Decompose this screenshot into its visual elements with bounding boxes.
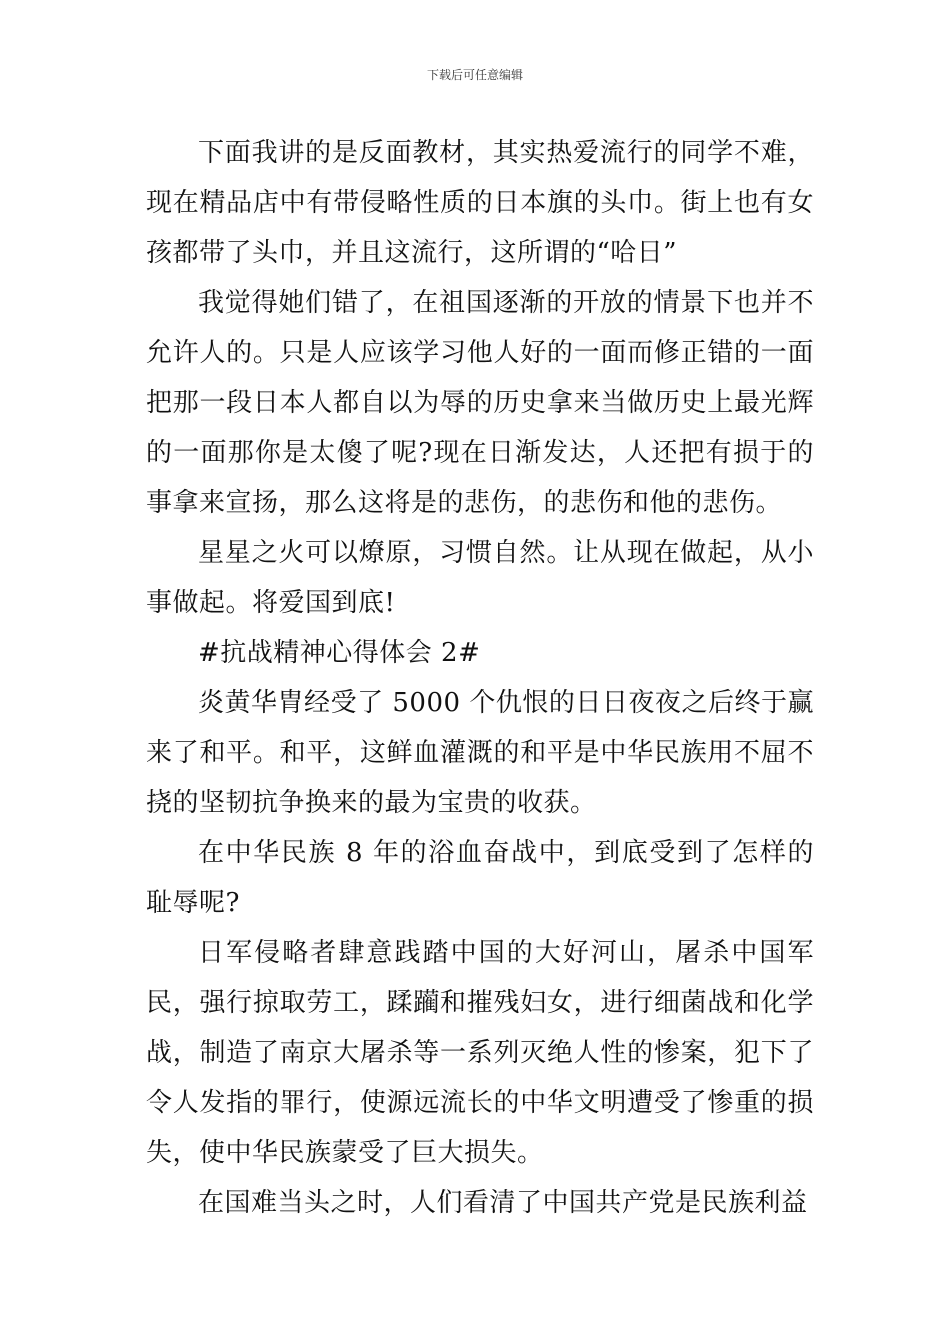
paragraph-3: 星星之火可以燎原，习惯自然。让从现在做起，从小事做起。将爱国到底! xyxy=(146,538,814,618)
paragraph-6: 日军侵略者肆意践踏中国的大好河山，屠杀中国军民，强行掠取劳工，蹂躏和摧残妇女，进行细菌战和化学战，制造了南京大屠杀等一系列灭绝人性的惨案，犯下了令人发指的罪行，使源远流长的中华文明遭受了惨重的损失，使中华民族蒙受了巨大损失。 xyxy=(146,938,814,1168)
paragraph-7: 在国难当头之时，人们看清了中国共产党是民族利益 xyxy=(198,1188,808,1218)
document-body xyxy=(146,128,814,1228)
header-note: 下载后可任意编辑 xyxy=(426,68,523,82)
paragraph-1: 下面我讲的是反面教材，其实热爱流行的同学不难，现在精品店中有带侵略性质的日本旗的头巾。街上也有女孩都带了头巾，并且这流行，这所谓的“哈日” xyxy=(146,138,814,268)
section-heading: #抗战精神心得体会 2# xyxy=(198,638,481,668)
paragraph-2: 我觉得她们错了，在祖国逐渐的开放的情景下也并不允许人的。只是人应该学习他人好的一面而修正错的一面把那一段日本人都自以为辱的历史拿来当做历史上最光辉的一面那你是太傻了呢?现在日渐发达，人还把有损于的事拿来宣扬，那么这将是的悲伤，的悲伤和他的悲伤。 xyxy=(146,288,814,518)
paragraph-5: 在中华民族 8 年的浴血奋战中，到底受到了怎样的耻辱呢? xyxy=(146,838,814,918)
paragraph-4: 炎黄华胄经受了 5000 个仇恨的日日夜夜之后终于赢来了和平。和平，这鲜血灌溉的和平是中华民族用不屈不挠的坚韧抗争换来的最为宝贵的收获。 xyxy=(146,688,814,818)
